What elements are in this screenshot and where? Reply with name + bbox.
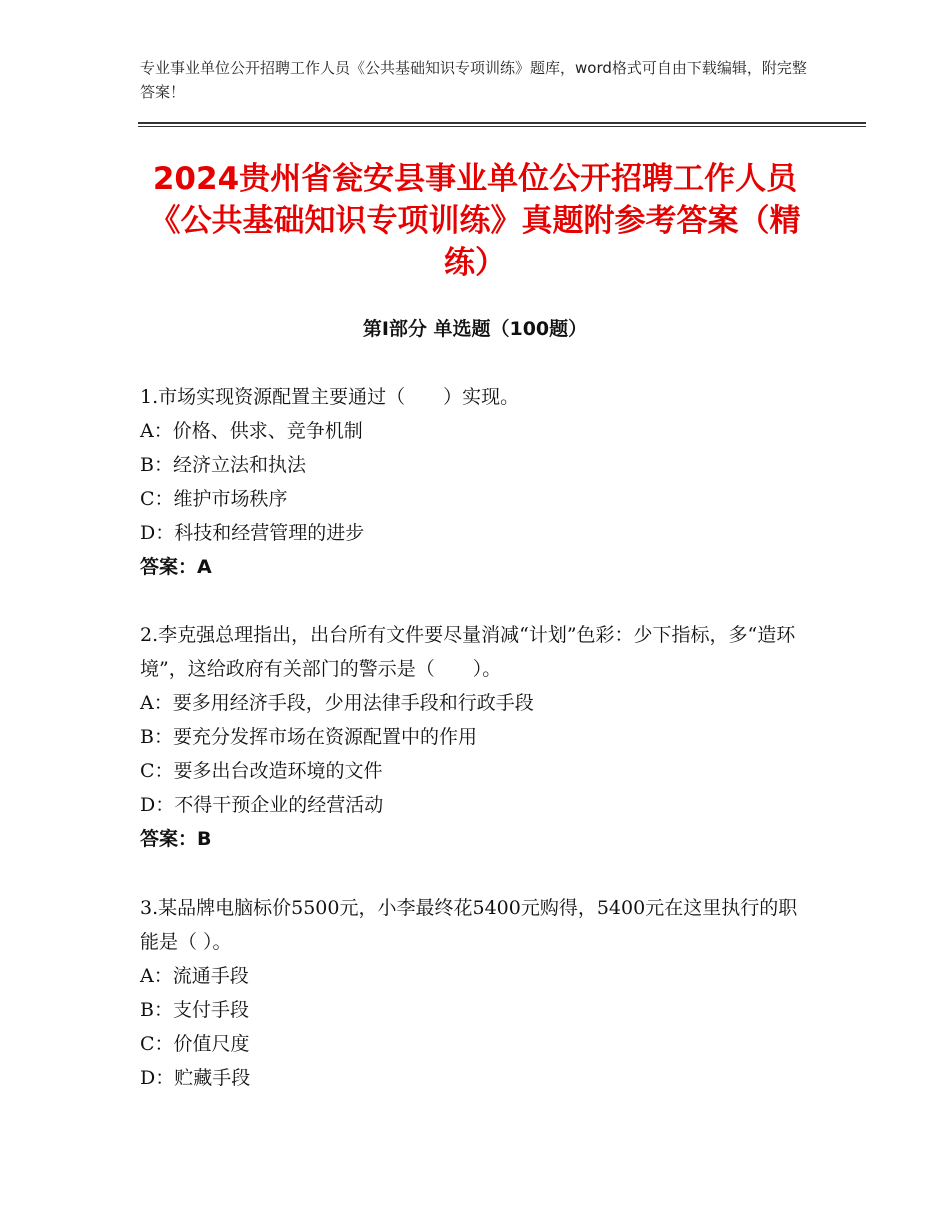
option-c: C：要多出台改造环境的文件: [140, 760, 383, 782]
option-c: C：价值尺度: [140, 1033, 250, 1055]
header-note: 专业事业单位公开招聘工作人员《公共基础知识专项训练》题库，word格式可自由下载编辑，附完整答案！: [140, 59, 807, 101]
option-d: D：不得干预企业的经营活动: [140, 794, 384, 816]
question-1: [140, 380, 800, 584]
header-rule-thin: [138, 126, 866, 127]
question-stem: 1.市场实现资源配置主要通过（ ）实现。: [140, 386, 520, 408]
document-title: 2024贵州省瓮安县事业单位公开招聘工作人员《公共基础知识专项训练》真题附参考答案（精练）: [149, 161, 801, 281]
option-a: A：要多用经济手段，少用法律手段和行政手段: [140, 692, 534, 714]
option-c: C：维护市场秩序: [140, 488, 288, 510]
option-b: B：支付手段: [140, 999, 249, 1021]
answer: 答案：A: [140, 556, 212, 578]
answer: 答案：B: [140, 828, 212, 850]
question-3: [140, 891, 800, 1095]
option-b: B：经济立法和执法: [140, 454, 306, 476]
option-d: D：贮藏手段: [140, 1067, 251, 1089]
question-2: [140, 618, 800, 856]
section-heading: 第Ⅰ部分 单选题（100题）: [362, 318, 588, 340]
question-stem: 2.李克强总理指出，出台所有文件要尽量消减“计划”色彩：少下指标，多“造环境”，这给政府有关部门的警示是（ ）。: [140, 624, 796, 680]
header-rule-thick: [138, 122, 866, 124]
question-stem: 3.某品牌电脑标价5500元，小李最终花5400元购得，5400元在这里执行的职能是（ ）。: [140, 897, 798, 953]
option-d: D：科技和经营管理的进步: [140, 522, 365, 544]
option-b: B：要充分发挥市场在资源配置中的作用: [140, 726, 477, 748]
option-a: A：价格、供求、竞争机制: [140, 420, 363, 442]
option-a: A：流通手段: [140, 965, 249, 987]
